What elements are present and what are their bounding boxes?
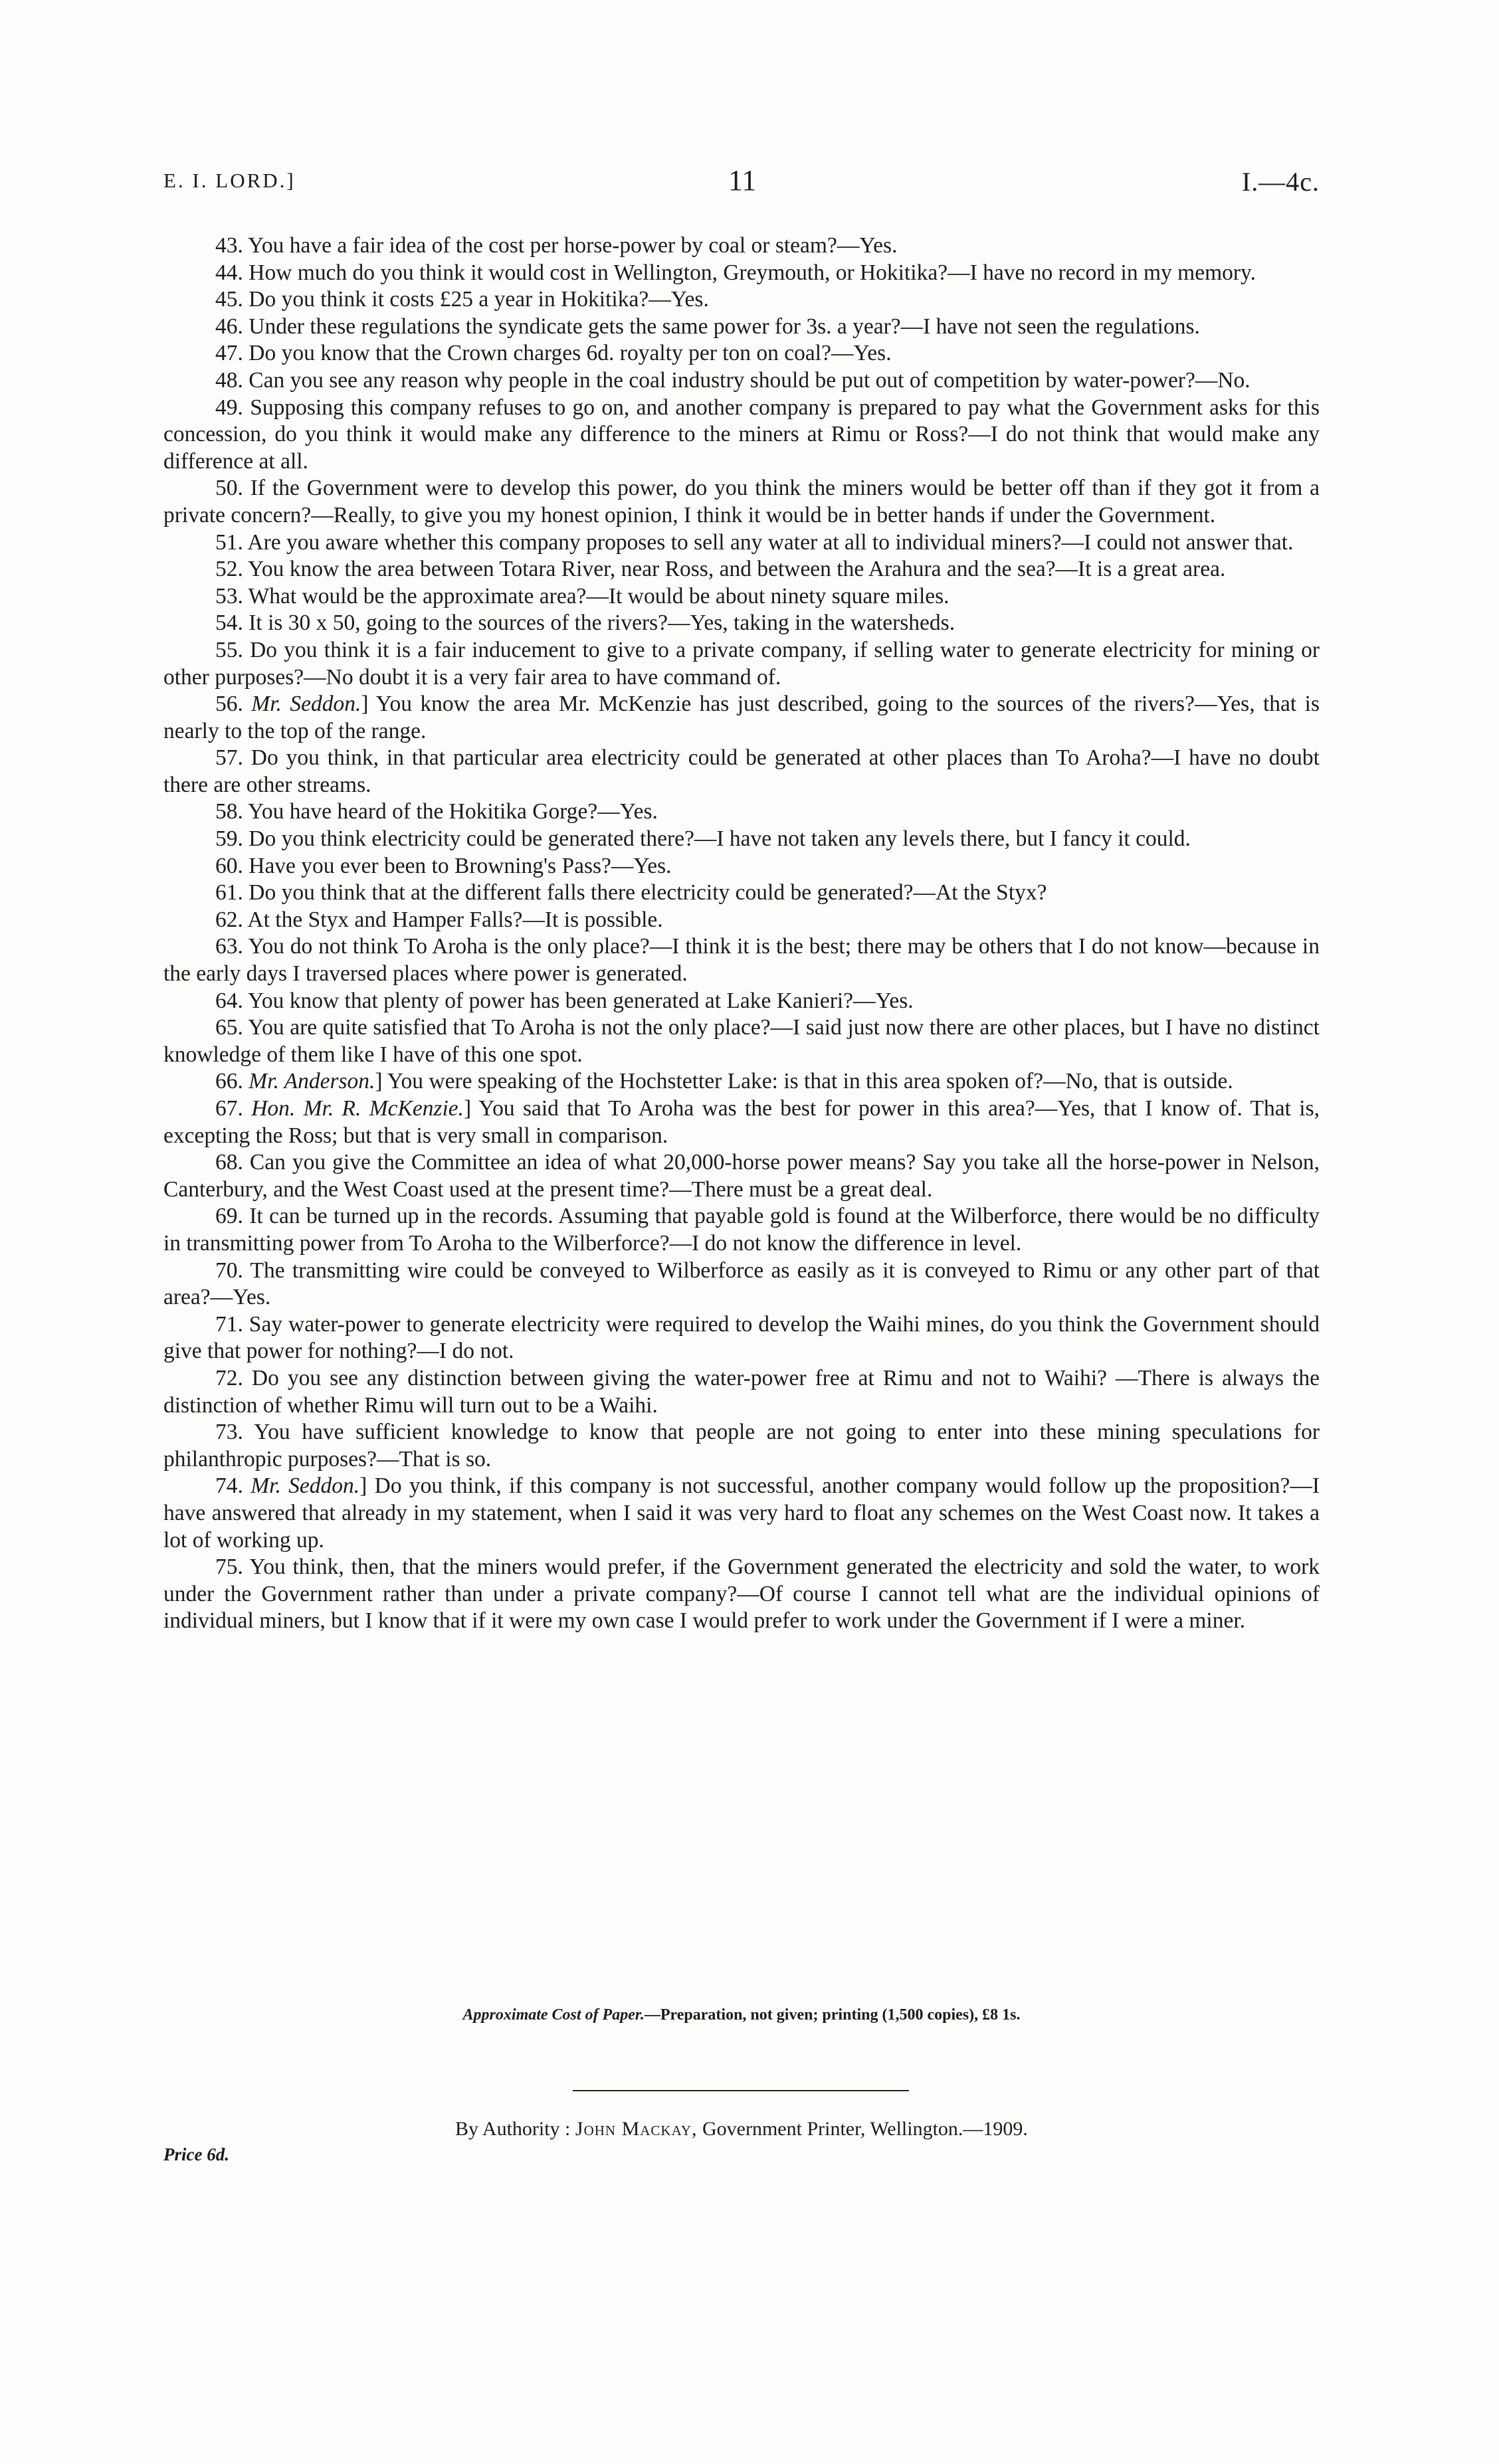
divider-rule [573,2090,909,2091]
evidence-paragraph: 62. At the Styx and Hamper Falls?—It is possible. [215,907,663,932]
paragraph-text: Do you think, if this company is not successful, another company would follow up the proposition?—I have answered that already in my statement, when I said it was very hard to float any schemes on the West Coast now. It takes a lot of working up. [163,1473,1320,1553]
evidence-paragraph: 47. Do you know that the Crown charges 6d. royalty per ton on coal?—Yes. [215,341,892,366]
evidence-paragraph: 68. Can you give the Committee an idea of what 20,000-horse power means? Say you take all the horse-power in Nelson, Canterbury, and the West Coast used at the present time?—There must be a great deal. [163,1150,1320,1202]
printer-name: John Mackay, [575,2118,698,2140]
evidence-paragraph: 72. Do you see any distinction between giving the water-power free at Rimu and not to Waihi? —There is always the distinction of whether Rimu will turn out to be a Waihi. [163,1365,1320,1418]
evidence-paragraph: 57. Do you think, in that particular area electricity could be generated at other places than To Aroha?—I have no doubt there are other streams. [163,745,1320,797]
evidence-paragraph: 75. You think, then, that the miners would prefer, if the Government generated the electricity and sold the water, to work under the Government rather than under a private company?—Of course I cannot tell what are the individual opinions of individual miners, but I know that if it were my own case I would prefer to work under the Government if I were a miner. [163,1555,1320,1634]
page-number: 11 [728,164,757,197]
cost-text: —Preparation, not given; printing (1,500 copies), £8 1s. [644,2006,1021,2024]
paragraph-text: You said that To Aroha was the best for power in this area?—Yes, that I know of. That is, excepting the Ross; but that is very small in comparison. [163,1096,1320,1148]
speaker-name: Mr. Seddon. [250,1473,360,1499]
cost-label: Approximate Cost of Paper. [462,2006,645,2024]
page-header [163,163,1320,203]
evidence-paragraph: 49. Supposing this company refuses to go on, and another company is prepared to pay what the Government asks for this concession, do you think it would make any difference to the miners at Rimu or Ross?—I do not think that would make any difference at all. [163,395,1320,474]
evidence-paragraph: 64. You know that plenty of power has been generated at Lake Kanieri?—Yes. [215,988,914,1013]
evidence-paragraph: 54. It is 30 x 50, going to the sources of the rivers?—Yes, taking in the watersheds. [215,611,955,636]
evidence-paragraph: 67. Hon. Mr. R. McKenzie.] You said that To Aroha was the best for power in this area?—Yes, that I know of. That is, excepting the Ross; but that is very small in comparison. [163,1096,1320,1148]
evidence-paragraph: 45. Do you think it costs £25 a year in Hokitika?—Yes. [215,287,709,312]
evidence-paragraph: 44. How much do you think it would cost in Wellington, Greymouth, or Hokitika?—I have no record in my memory. [215,260,1256,285]
evidence-paragraph: 52. You know the area between Totara River, near Ross, and between the Arahura and the sea?—It is a great area. [215,557,1226,582]
speaker-name: Mr. Seddon. [251,692,361,717]
evidence-paragraph: 65. You are quite satisfied that To Aroha is not the only place?—I said just now there are other places, but I have no distinct knowledge of them like I have of this one spot. [163,1015,1320,1067]
paragraph-text: You were speaking of the Hochstetter Lake: is that in this area spoken of?—No, that is outside. [387,1069,1233,1094]
evidence-paragraph: 43. You have a fair idea of the cost per horse-power by coal or steam?—Yes. [215,233,898,258]
evidence-paragraph: 46. Under these regulations the syndicate gets the same power for 3s. a year?—I have not seen the regulations. [215,314,1200,339]
evidence-paragraph: 55. Do you think it is a fair inducement to give to a private company, if selling water to generate electricity for mining or other purposes?—No doubt it is a very fair area to have command of. [163,637,1320,690]
evidence-paragraph: 58. You have heard of the Hokitika Gorge?—Yes. [215,799,658,824]
evidence-paragraph: 56. Mr. Seddon.] You know the area Mr. McKenzie has just described, going to the sources of the rivers?—Yes, that is nearly to the top of the range. [163,692,1320,743]
witness-name: E. I. LORD.] [163,169,296,192]
speaker-name: Hon. Mr. R. McKenzie. [251,1096,464,1121]
question-number: 67. [215,1096,243,1121]
question-number: 66. [215,1069,243,1094]
evidence-paragraph: 53. What would be the approximate area?—It would be about ninety square miles. [215,583,949,609]
evidence-paragraph: 59. Do you think electricity could be generated there?—I have not taken any levels there, but I fancy it could. [215,826,1191,852]
evidence-paragraph: 51. Are you aware whether this company proposes to sell any water at all to individual miners?—I could not answer that. [215,529,1294,555]
evidence-paragraph: 61. Do you think that at the different falls there electricity could be generated?—At the Styx? [215,880,1047,905]
evidence-paragraph: 50. If the Government were to develop this power, do you think the miners would be better off than if they got it from a private concern?—Really, to give you my honest opinion, I think it would be in better hands if under the Government. [163,476,1320,527]
paragraph-text: You know the area Mr. McKenzie has just described, going to the sources of the rivers?—Yes, that is nearly to the top of the range. [163,692,1320,743]
evidence-paragraph: 48. Can you see any reason why people in the coal industry should be put out of competition by water-power?—No. [215,367,1250,393]
evidence-paragraph: 74. Mr. Seddon.] Do you think, if this company is not successful, another company would follow up the proposition?—I have answered that already in my statement, when I said it was very hard to float any schemes on the West Coast now. It takes a lot of working up. [163,1473,1320,1553]
printer-imprint [163,2118,1320,2140]
evidence-paragraph: 71. Say water-power to generate electricity were required to develop the Waihi mines, do you think the Government should give that power for nothing?—I do not. [163,1311,1320,1364]
authority-prefix: By Authority : [455,2118,571,2140]
evidence-paragraph: 63. You do not think To Aroha is the only place?—I think it is the best; there may be others that I do not know—because in the early days I traversed places where power is generated. [163,934,1320,987]
evidence-paragraph: 69. It can be turned up in the records. Assuming that payable gold is found at the Wilberforce, there would be no difficulty in transmitting power from To Aroha to the Wilberforce?—I do not know the difference in level. [163,1204,1320,1256]
question-number: 74. [215,1473,243,1499]
evidence-paragraph: 66. Mr. Anderson.] You were speaking of the Hochstetter Lake: is that in this area spoken of?—No, that is outside. [215,1069,1233,1094]
price: Price 6d. [163,2144,229,2164]
authority-suffix: Government Printer, Wellington.—1909. [702,2118,1028,2140]
evidence-paragraph: 70. The transmitting wire could be conveyed to Wilberforce as easily as it is conveyed to Rimu or any other part of that area?—Yes. [163,1258,1320,1310]
question-number: 56. [215,692,243,717]
cost-of-paper-note [163,2006,1320,2024]
evidence-paragraph: 60. Have you ever been to Browning's Pass?—Yes. [215,853,672,878]
evidence-text [163,233,1320,1635]
evidence-paragraph: 73. You have sufficient knowledge to know that people are not going to enter into these mining speculations for philanthropic purposes?—That is so. [163,1420,1320,1471]
paper-reference: I.—4c. [1241,167,1320,197]
speaker-name: Mr. Anderson. [249,1069,375,1094]
